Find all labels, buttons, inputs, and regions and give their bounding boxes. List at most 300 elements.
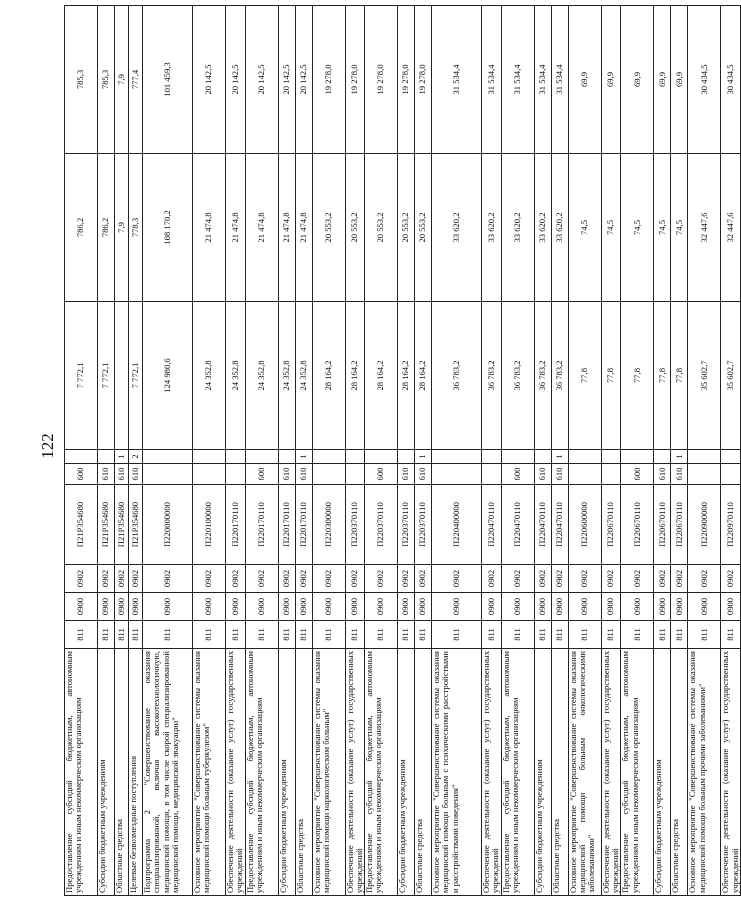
ministry-code-cell: 811 [688, 621, 721, 649]
target-article-code-cell: П220470110 [551, 485, 568, 565]
amount-year-2-cell: 21 474,8 [278, 154, 295, 302]
expense-type-code-cell: 610 [398, 464, 415, 485]
amount-year-2-cell: 74,5 [568, 154, 601, 302]
row-name-cell: Обеспечение деятельности (оказание услуг) государственных учреждений [226, 649, 246, 896]
budget-table [64, 5, 741, 896]
amount-year-2-cell: 74,5 [601, 154, 621, 302]
amount-year-2-cell: 786,2 [65, 154, 98, 302]
amount-year-1-cell: 24 352,8 [226, 302, 246, 450]
amount-year-3-cell: 785,3 [98, 6, 115, 154]
amount-year-1-cell: 28 164,2 [345, 302, 365, 450]
amount-year-2-cell: 21 474,8 [226, 154, 246, 302]
funding-source-code-cell: 1 [415, 450, 432, 464]
expense-type-code-cell: 600 [245, 464, 278, 485]
amount-year-2-cell: 21 474,8 [245, 154, 278, 302]
target-article-code-cell: П220670110 [654, 485, 671, 565]
expense-type-code-cell [143, 464, 193, 485]
table-row [432, 6, 482, 896]
amount-year-2-cell: 20 553,2 [398, 154, 415, 302]
ministry-code-cell: 811 [568, 621, 601, 649]
amount-year-3-cell: 20 142,5 [226, 6, 246, 154]
table-row [551, 6, 568, 896]
target-article-code-cell: П21Р354680 [65, 485, 98, 565]
target-article-code-cell: П220900000 [688, 485, 721, 565]
subsection-code-cell: 0902 [501, 565, 534, 593]
expense-type-code-cell: 610 [551, 464, 568, 485]
table-row [534, 6, 551, 896]
amount-year-3-cell: 19 278,0 [345, 6, 365, 154]
amount-year-1-cell: 7 772,1 [129, 302, 143, 450]
subsection-code-cell: 0902 [312, 565, 345, 593]
expense-type-code-cell [721, 464, 741, 485]
row-name-cell: Предоставление субсидий бюджетным, автономным учреждениям и иным некоммерческим организациям [501, 649, 534, 896]
funding-source-code-cell [226, 450, 246, 464]
row-name-cell: Основное мероприятие "Совершенствование системы оказания медицинской помощи больным туберкулезом" [193, 649, 226, 896]
table-row [601, 6, 621, 896]
expense-type-code-cell: 610 [115, 464, 129, 485]
table-row [193, 6, 226, 896]
table-row [98, 6, 115, 896]
section-code-cell: 0900 [365, 593, 398, 621]
funding-source-code-cell: 2 [129, 450, 143, 464]
section-code-cell: 0900 [278, 593, 295, 621]
funding-source-code-cell [601, 450, 621, 464]
amount-year-1-cell: 35 602,7 [688, 302, 721, 450]
section-code-cell: 0900 [295, 593, 312, 621]
row-name-cell: Предоставление субсидий бюджетным, автономным учреждениям и иным некоммерческим организациям [245, 649, 278, 896]
amount-year-3-cell: 19 278,0 [365, 6, 398, 154]
amount-year-3-cell: 20 142,5 [295, 6, 312, 154]
target-article-code-cell: П220470110 [482, 485, 502, 565]
amount-year-3-cell: 31 534,4 [501, 6, 534, 154]
funding-source-code-cell [621, 450, 654, 464]
table-row [115, 6, 129, 896]
section-code-cell: 0900 [688, 593, 721, 621]
funding-source-code-cell [312, 450, 345, 464]
expense-type-code-cell: 600 [65, 464, 98, 485]
table-row [654, 6, 671, 896]
amount-year-1-cell: 36 783,2 [551, 302, 568, 450]
subsection-code-cell: 0902 [415, 565, 432, 593]
table-row [721, 6, 741, 896]
subsection-code-cell: 0902 [432, 565, 482, 593]
expense-type-code-cell: 610 [295, 464, 312, 485]
amount-year-1-cell: 36 783,2 [432, 302, 482, 450]
expense-type-code-cell: 610 [671, 464, 688, 485]
ministry-code-cell: 811 [365, 621, 398, 649]
ministry-code-cell: 811 [601, 621, 621, 649]
table-row [129, 6, 143, 896]
subsection-code-cell: 0902 [143, 565, 193, 593]
budget-table-container [64, 6, 740, 896]
subsection-code-cell: 0902 [226, 565, 246, 593]
row-name-cell: Областные средства [415, 649, 432, 896]
amount-year-1-cell: 24 352,8 [193, 302, 226, 450]
row-name-cell: Предоставление субсидий бюджетным, автономным учреждениям и иным некоммерческим организациям [365, 649, 398, 896]
target-article-code-cell: П220100000 [193, 485, 226, 565]
expense-type-code-cell: 610 [534, 464, 551, 485]
amount-year-1-cell: 77,8 [568, 302, 601, 450]
section-code-cell: 0900 [501, 593, 534, 621]
funding-source-code-cell: 1 [295, 450, 312, 464]
row-name-cell: Основное мероприятие "Совершенствование системы оказания медицинской помощи больным с психическими расстройствами и расстройствами поведения" [432, 649, 482, 896]
ministry-code-cell: 811 [654, 621, 671, 649]
row-name-cell: Обеспечение деятельности (оказание услуг) государственных учреждений [345, 649, 365, 896]
ministry-code-cell: 811 [398, 621, 415, 649]
funding-source-code-cell [278, 450, 295, 464]
funding-source-code-cell: 1 [671, 450, 688, 464]
section-code-cell: 0900 [245, 593, 278, 621]
funding-source-code-cell [654, 450, 671, 464]
row-name-cell: Обеспечение деятельности (оказание услуг) государственных учреждений [601, 649, 621, 896]
expense-type-code-cell [601, 464, 621, 485]
amount-year-2-cell: 778,3 [129, 154, 143, 302]
section-code-cell: 0900 [671, 593, 688, 621]
subsection-code-cell: 0902 [65, 565, 98, 593]
amount-year-2-cell: 32 447,6 [721, 154, 741, 302]
amount-year-2-cell: 33 620,2 [534, 154, 551, 302]
subsection-code-cell: 0902 [482, 565, 502, 593]
amount-year-1-cell: 7 772,1 [98, 302, 115, 450]
amount-year-3-cell: 31 534,4 [534, 6, 551, 154]
target-article-code-cell: П220370110 [345, 485, 365, 565]
expense-type-code-cell [432, 464, 482, 485]
funding-source-code-cell [345, 450, 365, 464]
row-name-cell: Целевые безвозмездные поступления [129, 649, 143, 896]
subsection-code-cell: 0902 [671, 565, 688, 593]
target-article-code-cell: П220000000 [143, 485, 193, 565]
table-row [621, 6, 654, 896]
expense-type-code-cell: 610 [98, 464, 115, 485]
row-name-cell: Предоставление субсидий бюджетным, автономным учреждениям и иным некоммерческим организациям [65, 649, 98, 896]
ministry-code-cell: 811 [143, 621, 193, 649]
funding-source-code-cell [98, 450, 115, 464]
target-article-code-cell: П220170110 [295, 485, 312, 565]
row-name-cell: Областные средства [551, 649, 568, 896]
amount-year-3-cell: 785,3 [65, 6, 98, 154]
section-code-cell: 0900 [65, 593, 98, 621]
amount-year-2-cell: 20 553,2 [365, 154, 398, 302]
row-name-cell: Подпрограмма 2 "Совершенствование оказания специализированной, включая высокотехнологичную, медицинской помощи, в том числе скорой специализированной медицинской помощи, медицинской эвакуации" [143, 649, 193, 896]
amount-year-1-cell: 28 164,2 [312, 302, 345, 450]
funding-source-code-cell [365, 450, 398, 464]
target-article-code-cell: П220370110 [365, 485, 398, 565]
section-code-cell: 0900 [721, 593, 741, 621]
ministry-code-cell: 811 [671, 621, 688, 649]
funding-source-code-cell [193, 450, 226, 464]
amount-year-2-cell: 33 620,2 [432, 154, 482, 302]
subsection-code-cell: 0902 [98, 565, 115, 593]
amount-year-1-cell: 77,8 [654, 302, 671, 450]
row-name-cell: Основное мероприятие "Совершенствование системы оказания медицинской помощи больным прочими заболеваниями" [688, 649, 721, 896]
target-article-code-cell: П220300000 [312, 485, 345, 565]
row-name-cell: Областные средства [295, 649, 312, 896]
row-name-cell: Основное мероприятие "Совершенствование системы оказания медицинской помощи больным онкологическими заболеваниями" [568, 649, 601, 896]
funding-source-code-cell: 1 [115, 450, 129, 464]
ministry-code-cell: 811 [482, 621, 502, 649]
amount-year-3-cell: 20 142,5 [245, 6, 278, 154]
budget-table-body [65, 6, 741, 896]
ministry-code-cell: 811 [551, 621, 568, 649]
ministry-code-cell: 811 [415, 621, 432, 649]
amount-year-3-cell: 30 434,5 [688, 6, 721, 154]
funding-source-code-cell [534, 450, 551, 464]
ministry-code-cell: 811 [245, 621, 278, 649]
amount-year-2-cell: 33 620,2 [482, 154, 502, 302]
table-row [398, 6, 415, 896]
amount-year-2-cell: 21 474,8 [295, 154, 312, 302]
subsection-code-cell: 0902 [115, 565, 129, 593]
expense-type-code-cell [226, 464, 246, 485]
ministry-code-cell: 811 [345, 621, 365, 649]
table-row [482, 6, 502, 896]
amount-year-3-cell: 19 278,0 [312, 6, 345, 154]
section-code-cell: 0900 [226, 593, 246, 621]
table-row [345, 6, 365, 896]
target-article-code-cell: П21Р354680 [98, 485, 115, 565]
table-row [295, 6, 312, 896]
section-code-cell: 0900 [432, 593, 482, 621]
ministry-code-cell: 811 [534, 621, 551, 649]
table-row [688, 6, 721, 896]
subsection-code-cell: 0902 [621, 565, 654, 593]
subsection-code-cell: 0902 [551, 565, 568, 593]
expense-type-code-cell [568, 464, 601, 485]
section-code-cell: 0900 [312, 593, 345, 621]
subsection-code-cell: 0902 [398, 565, 415, 593]
subsection-code-cell: 0902 [278, 565, 295, 593]
amount-year-1-cell: 28 164,2 [398, 302, 415, 450]
ministry-code-cell: 811 [278, 621, 295, 649]
funding-source-code-cell [568, 450, 601, 464]
amount-year-3-cell: 20 142,5 [193, 6, 226, 154]
ministry-code-cell: 811 [115, 621, 129, 649]
amount-year-1-cell: 7 772,1 [65, 302, 98, 450]
expense-type-code-cell [345, 464, 365, 485]
table-row [501, 6, 534, 896]
amount-year-2-cell: 20 553,2 [345, 154, 365, 302]
table-row [312, 6, 345, 896]
target-article-code-cell: П220670110 [621, 485, 654, 565]
amount-year-2-cell: 20 553,2 [415, 154, 432, 302]
row-name-cell: Субсидии бюджетным учреждениям [534, 649, 551, 896]
amount-year-1-cell: 36 783,2 [482, 302, 502, 450]
section-code-cell: 0900 [551, 593, 568, 621]
row-name-cell: Обеспечение деятельности (оказание услуг) государственных учреждений [482, 649, 502, 896]
target-article-code-cell: П220470110 [534, 485, 551, 565]
amount-year-3-cell: 30 434,5 [721, 6, 741, 154]
section-code-cell: 0900 [482, 593, 502, 621]
amount-year-3-cell: 31 534,4 [551, 6, 568, 154]
target-article-code-cell: П220170110 [226, 485, 246, 565]
funding-source-code-cell [721, 450, 741, 464]
subsection-code-cell: 0902 [365, 565, 398, 593]
amount-year-3-cell: 101 459,3 [143, 6, 193, 154]
table-row [568, 6, 601, 896]
amount-year-2-cell: 74,5 [621, 154, 654, 302]
amount-year-2-cell: 74,5 [671, 154, 688, 302]
amount-year-3-cell: 69,9 [601, 6, 621, 154]
amount-year-3-cell: 31 534,4 [432, 6, 482, 154]
table-row [226, 6, 246, 896]
ministry-code-cell: 811 [621, 621, 654, 649]
amount-year-1-cell: 24 352,8 [245, 302, 278, 450]
amount-year-1-cell: 77,8 [671, 302, 688, 450]
target-article-code-cell: П220170110 [278, 485, 295, 565]
amount-year-1-cell: 124 980,6 [143, 302, 193, 450]
subsection-code-cell: 0902 [129, 565, 143, 593]
target-article-code-cell: П220370110 [398, 485, 415, 565]
table-row [415, 6, 432, 896]
amount-year-2-cell: 20 553,2 [312, 154, 345, 302]
target-article-code-cell: П220600000 [568, 485, 601, 565]
funding-source-code-cell: 1 [551, 450, 568, 464]
section-code-cell: 0900 [345, 593, 365, 621]
ministry-code-cell: 811 [98, 621, 115, 649]
funding-source-code-cell [482, 450, 502, 464]
target-article-code-cell: П220170110 [245, 485, 278, 565]
target-article-code-cell: П220970110 [721, 485, 741, 565]
amount-year-2-cell: 786,2 [98, 154, 115, 302]
amount-year-3-cell: 19 278,0 [415, 6, 432, 154]
subsection-code-cell: 0902 [534, 565, 551, 593]
subsection-code-cell: 0902 [721, 565, 741, 593]
ministry-code-cell: 811 [129, 621, 143, 649]
funding-source-code-cell [398, 450, 415, 464]
funding-source-code-cell [245, 450, 278, 464]
amount-year-1-cell [115, 302, 129, 450]
expense-type-code-cell: 610 [415, 464, 432, 485]
expense-type-code-cell: 610 [129, 464, 143, 485]
subsection-code-cell: 0902 [295, 565, 312, 593]
target-article-code-cell: П220670110 [601, 485, 621, 565]
amount-year-2-cell: 7,9 [115, 154, 129, 302]
amount-year-3-cell: 20 142,5 [278, 6, 295, 154]
table-row [671, 6, 688, 896]
subsection-code-cell: 0902 [654, 565, 671, 593]
amount-year-1-cell: 35 602,7 [721, 302, 741, 450]
amount-year-2-cell: 33 620,2 [501, 154, 534, 302]
section-code-cell: 0900 [98, 593, 115, 621]
section-code-cell: 0900 [568, 593, 601, 621]
section-code-cell: 0900 [534, 593, 551, 621]
row-name-cell: Обеспечение деятельности (оказание услуг) государственных учреждений [721, 649, 741, 896]
subsection-code-cell: 0902 [688, 565, 721, 593]
amount-year-3-cell: 69,9 [568, 6, 601, 154]
row-name-cell: Предоставление субсидий бюджетным, автономным учреждениям и иным некоммерческим организациям [621, 649, 654, 896]
amount-year-3-cell: 69,9 [621, 6, 654, 154]
section-code-cell: 0900 [601, 593, 621, 621]
funding-source-code-cell [143, 450, 193, 464]
section-code-cell: 0900 [415, 593, 432, 621]
section-code-cell: 0900 [398, 593, 415, 621]
amount-year-3-cell: 7,9 [115, 6, 129, 154]
amount-year-2-cell: 74,5 [654, 154, 671, 302]
amount-year-3-cell: 777,4 [129, 6, 143, 154]
funding-source-code-cell [432, 450, 482, 464]
section-code-cell: 0900 [621, 593, 654, 621]
ministry-code-cell: 811 [312, 621, 345, 649]
subsection-code-cell: 0902 [568, 565, 601, 593]
table-row [365, 6, 398, 896]
amount-year-1-cell: 28 164,2 [365, 302, 398, 450]
subsection-code-cell: 0902 [601, 565, 621, 593]
row-name-cell: Субсидии бюджетным учреждениям [398, 649, 415, 896]
section-code-cell: 0900 [143, 593, 193, 621]
expense-type-code-cell: 610 [654, 464, 671, 485]
expense-type-code-cell [688, 464, 721, 485]
amount-year-1-cell: 24 352,8 [295, 302, 312, 450]
amount-year-3-cell: 69,9 [654, 6, 671, 154]
amount-year-1-cell: 77,8 [621, 302, 654, 450]
amount-year-3-cell: 19 278,0 [398, 6, 415, 154]
subsection-code-cell: 0902 [245, 565, 278, 593]
row-name-cell: Основное мероприятие "Совершенствование системы оказания медицинской помощи наркологическим больным" [312, 649, 345, 896]
target-article-code-cell: П220470110 [501, 485, 534, 565]
ministry-code-cell: 811 [193, 621, 226, 649]
table-row [65, 6, 98, 896]
amount-year-2-cell: 33 620,2 [551, 154, 568, 302]
target-article-code-cell: П21Р354680 [129, 485, 143, 565]
ministry-code-cell: 811 [226, 621, 246, 649]
row-name-cell: Областные средства [671, 649, 688, 896]
amount-year-1-cell: 28 164,2 [415, 302, 432, 450]
expense-type-code-cell [193, 464, 226, 485]
target-article-code-cell: П220370110 [415, 485, 432, 565]
target-article-code-cell: П220670110 [671, 485, 688, 565]
amount-year-1-cell: 24 352,8 [278, 302, 295, 450]
funding-source-code-cell [501, 450, 534, 464]
row-name-cell: Субсидии бюджетным учреждениям [654, 649, 671, 896]
expense-type-code-cell: 600 [501, 464, 534, 485]
ministry-code-cell: 811 [501, 621, 534, 649]
page-number: 122 [38, 433, 57, 459]
amount-year-1-cell: 36 783,2 [501, 302, 534, 450]
amount-year-1-cell: 77,8 [601, 302, 621, 450]
section-code-cell: 0900 [115, 593, 129, 621]
amount-year-2-cell: 108 170,2 [143, 154, 193, 302]
section-code-cell: 0900 [129, 593, 143, 621]
funding-source-code-cell [688, 450, 721, 464]
ministry-code-cell: 811 [721, 621, 741, 649]
expense-type-code-cell: 610 [278, 464, 295, 485]
amount-year-1-cell: 36 783,2 [534, 302, 551, 450]
expense-type-code-cell [482, 464, 502, 485]
expense-type-code-cell: 600 [621, 464, 654, 485]
amount-year-2-cell: 32 447,6 [688, 154, 721, 302]
row-name-cell: Областные средства [115, 649, 129, 896]
ministry-code-cell: 811 [295, 621, 312, 649]
expense-type-code-cell [312, 464, 345, 485]
subsection-code-cell: 0902 [345, 565, 365, 593]
row-name-cell: Субсидии бюджетным учреждениям [278, 649, 295, 896]
table-row [245, 6, 278, 896]
ministry-code-cell: 811 [432, 621, 482, 649]
amount-year-2-cell: 21 474,8 [193, 154, 226, 302]
section-code-cell: 0900 [654, 593, 671, 621]
amount-year-3-cell: 69,9 [671, 6, 688, 154]
table-row [278, 6, 295, 896]
row-name-cell: Субсидии бюджетным учреждениям [98, 649, 115, 896]
target-article-code-cell: П21Р354680 [115, 485, 129, 565]
funding-source-code-cell [65, 450, 98, 464]
amount-year-3-cell: 31 534,4 [482, 6, 502, 154]
target-article-code-cell: П220400000 [432, 485, 482, 565]
expense-type-code-cell: 600 [365, 464, 398, 485]
table-row [143, 6, 193, 896]
section-code-cell: 0900 [193, 593, 226, 621]
ministry-code-cell: 811 [65, 621, 98, 649]
